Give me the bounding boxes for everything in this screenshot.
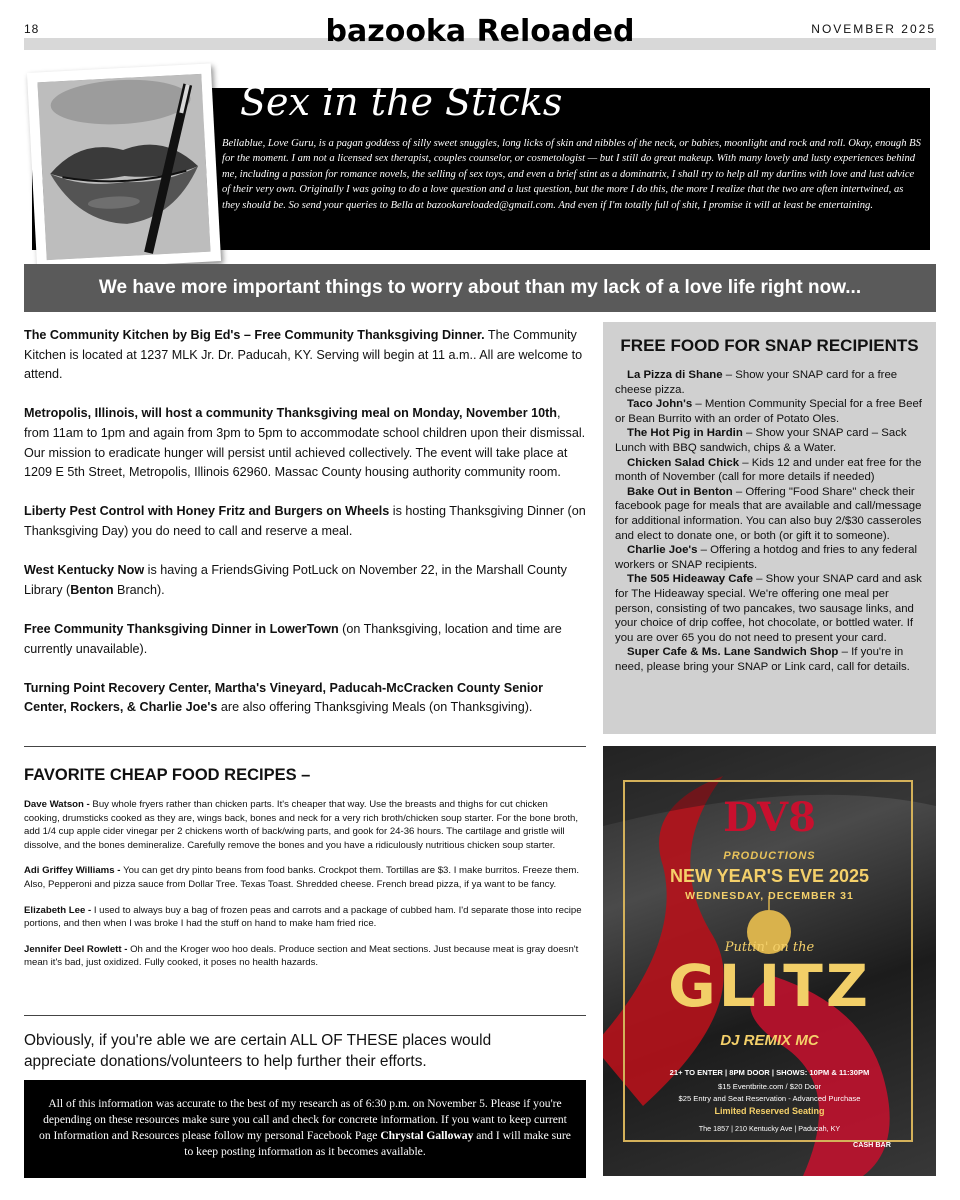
- event-poster: [603, 746, 936, 1176]
- list-item: [615, 645, 924, 674]
- ticket-price: $15 Eventbrite.com / $20 Door: [718, 1082, 821, 1091]
- venue-offer: – Mention Community Special for a free Beef or Bean Burrito with an order of Potato Oles.: [615, 398, 922, 425]
- event-date: WEDNESDAY, DECEMBER 31: [685, 890, 854, 902]
- column-title: Sex in the Sticks: [240, 80, 563, 124]
- listing-text: , from 11am to 1pm and again from 3pm to 5pm to accommodate school children upon their dismissal. Our mission to eradicate hunger will persist until achieved collectively. The event will take place at 1209 E 5th Street, Metropolis, Illinois 62960. Massac County housing authority community room.: [24, 406, 586, 480]
- snap-sidebar: [603, 322, 936, 734]
- listing-text: are also offering Thanksgiving Meals (on Thanksgiving).: [217, 700, 533, 715]
- masthead: bazooka Reloaded: [325, 14, 635, 49]
- seating-note: Limited Reserved Seating: [714, 1106, 825, 1116]
- list-item: [24, 679, 586, 718]
- venue-offer: – Show your SNAP card and ask for The Hideaway special. We're offering one meal per person, consisting of two pancakes, two sausage links, and your choice of drip coffee, hot chocolate, or bottled water. If you are over 65 you do not need to present your card.: [615, 573, 922, 644]
- list-item: [615, 543, 924, 572]
- recipe-author: Dave Watson -: [24, 799, 93, 810]
- listing-title: West Kentucky Now: [24, 563, 145, 578]
- venue-name: Chicken Salad Chick: [627, 456, 740, 469]
- venue-name: Bake Out in Benton: [627, 485, 733, 498]
- venue-offer: – Offering a hotdog and fries to any federal workers or SNAP recipients.: [615, 544, 917, 571]
- list-item: [615, 572, 924, 645]
- list-item: [615, 368, 924, 397]
- listing-title: Benton: [70, 582, 114, 597]
- listing-text: (on Thanksgiving, location and time are currently unavailable).: [24, 621, 562, 656]
- listing-title: The Community Kitchen by Big Ed's – Free Community Thanksgiving Dinner.: [24, 328, 485, 342]
- reserved-price: $25 Entry and Seat Reservation - Advanced Purchase: [678, 1094, 861, 1103]
- disclaimer-text: All of this information was accurate to the best of my research as of 6:30 p.m. on November 5. Please if you're depending on these resources make sure you call and check for concrete information. If you want to keep current on Information and Resources please follow my personal Facebook Page: [39, 1097, 567, 1142]
- dj-name: DJ REMIX MC: [720, 1032, 819, 1049]
- event-name: NEW YEAR'S EVE 2025: [669, 866, 870, 886]
- list-item: [615, 456, 924, 485]
- list-item: [24, 502, 586, 541]
- listing-text: The Community Kitchen is located at 1237 MLK Jr. Dr. Paducah, KY. Serving will begin at 11 a.m.. All are welcome to attend.: [24, 328, 583, 382]
- list-item: [24, 864, 586, 891]
- list-item: [24, 561, 586, 600]
- recipe-author: Adi Griffey Williams -: [24, 865, 124, 877]
- recipe-author: Elizabeth Lee -: [24, 904, 94, 916]
- list-item: [615, 426, 924, 455]
- venue-offer: – Kids 12 and under eat free for the month of November (call for more details if needed): [615, 456, 922, 484]
- event-headline: GLITZ: [668, 952, 871, 1020]
- column-intro: Bellablue, Love Guru, is a pagan goddess of silly sweet snuggles, long licks of skin and nibbles of the neck, or babies, moonlight and rock and roll. Okay, enough BS for the moment. I am not a licensed sex therapist, couples counselor, or cosmetologist — but I still do great makeup. With many lovely and lusty experiences behind me, including a passion for romance novels, the selling of sex toys, and even a brief stint as a dominatrix, I shall try to help all my darlins with love and lust advice of their very own. Originally I was going to do a love question and a lust question, but the more I do this, the more I realize that the two are often intertwined, as they should be. So send your queries to Bella at bazookareloaded@gmail.com. And even if I'm totally full of shit, I promise it will at least be entertaining.: [222, 138, 921, 211]
- page-number: 18: [24, 22, 40, 36]
- venue-offer: – Show your SNAP card – Sack Lunch with BBQ sandwich, chips & a Water.: [615, 427, 907, 454]
- recipe-text: You can get dry pinto beans from food banks. Crockpot them. Tortillas are $3. I make burritos. Freeze them. Also, Pepperoni and pizza sauce from Dollar Tree. Texas Toast. Shredded cheese. French bread pizza, if ya want to be fancy.: [24, 865, 580, 890]
- listing-title: Liberty Pest Control with Honey Fritz and Burgers on Wheels: [24, 504, 390, 519]
- recipe-text: Oh and the Kroger woo hoo deals. Produce section and Meat sections. Just because meat is gray doesn't mean it's bad, just oxidized. Fully cooked, it poses no health hazards.: [24, 943, 579, 969]
- dv8-logo: DV8: [723, 794, 816, 841]
- divider: [24, 746, 586, 747]
- venue-name: La Pizza di Shane: [627, 369, 723, 381]
- disclaimer-text-end: and I will make sure to keep posting information as it becomes available.: [184, 1129, 571, 1158]
- issue-date: NOVEMBER 2025: [811, 22, 936, 36]
- recipe-text: I used to always buy a bag of frozen peas and carrots and a package of cubbed ham. I'd separate those into recipe portions, and then when I was broke I had the stuff on hand to make ham fried rice.: [24, 904, 582, 930]
- cash-bar-label: CASH BAR: [853, 1140, 891, 1149]
- divider: [24, 1015, 586, 1016]
- list-item: [24, 620, 586, 659]
- list-item: [24, 326, 586, 385]
- listing-title: Metropolis, Illinois, will host a community Thanksgiving meal on Monday, November 10th: [24, 406, 557, 421]
- event-tagline: Puttin' on the: [724, 940, 815, 955]
- venue-address: The 1857 | 210 Kentucky Ave | Paducah, KY: [698, 1124, 841, 1133]
- closing-note: Obviously, if you're able we are certain ALL OF THESE places would appreciate donations/volunteers to help further their efforts.: [24, 1032, 492, 1070]
- list-item: [24, 904, 586, 931]
- venue-offer: – If you're in need, please bring your SNAP or Link card, call for details.: [615, 646, 910, 673]
- lips-and-pen-image: [37, 74, 210, 260]
- productions-label: PRODUCTIONS: [723, 850, 816, 862]
- list-item: [615, 397, 924, 426]
- venue-offer: – Show your SNAP card for a free cheese pizza.: [615, 369, 898, 396]
- recipe-text: Buy whole fryers rather than chicken parts. It's cheaper that way. Use the breasts and thighs for cut chicken cooking, drumsticks cooked as they are, wings back, bones and neck for a very rich broth/chicken soup starter. For the bone broth, add 1/4 cup apple cider vinegar per 2 chickens worth of back/wing parts, and gook for 24-36 hours. The cartilage and gristle will dissolve, and the bones demineralize. Carefully remove the bones and you have a ridiculously nutritious chicken soup starter.: [24, 799, 579, 851]
- facebook-page-name: Chrystal Galloway: [380, 1129, 474, 1142]
- list-item: [24, 943, 586, 970]
- columnist-photo: [27, 63, 221, 270]
- venue-name: Super Cafe & Ms. Lane Sandwich Shop: [627, 646, 839, 659]
- venue-offer: – Offering "Food Share" check their facebook page for meals that are available and call/message for additional information. You can also buy 2/$30 casseroles and elect to donate one, or both (or gift it to someone).: [615, 485, 922, 542]
- list-item: [24, 798, 586, 852]
- snap-list: [615, 368, 924, 674]
- list-item: [615, 485, 924, 543]
- listing-text: Branch).: [113, 582, 165, 597]
- disclaimer-box: [24, 1080, 586, 1178]
- section-subtitle: We have more important things to worry about than my lack of a love life right now...: [24, 264, 936, 312]
- thanksgiving-listings: [24, 326, 586, 737]
- listing-title: Free Community Thanksgiving Dinner in LowerTown: [24, 621, 339, 636]
- listing-text: is having a FriendsGiving PotLuck on November 22, in the Marshall County Library (: [24, 563, 567, 597]
- recipes-heading: FAVORITE CHEAP FOOD RECIPES –: [24, 766, 311, 784]
- recipes-list: [24, 798, 586, 982]
- event-times: 21+ TO ENTER | 8PM DOOR | SHOWS: 10PM & 11:30PM: [669, 1068, 870, 1077]
- listing-text: is hosting Thanksgiving Dinner (on Thanksgiving Day) you do need to call and reserve a meal.: [24, 504, 586, 538]
- recipe-author: Jennifer Deel Rowlett -: [24, 943, 131, 955]
- venue-name: Charlie Joe's: [627, 544, 698, 557]
- venue-name: Taco John's: [627, 398, 693, 411]
- venue-name: The Hot Pig in Hardin: [627, 427, 743, 440]
- snap-heading: FREE FOOD FOR SNAP RECIPIENTS: [620, 336, 919, 355]
- venue-name: The 505 Hideaway Cafe: [627, 573, 753, 586]
- listing-title: Turning Point Recovery Center, Martha's Vineyard, Paducah-McCracken County Senior Center, Rockers, & Charlie Joe's: [24, 680, 543, 715]
- list-item: [24, 404, 586, 482]
